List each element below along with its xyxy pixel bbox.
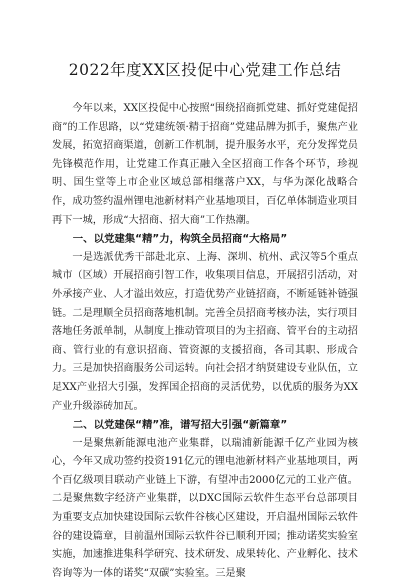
section-1-paragraph: 一是选派优秀干部赴北京、上海、深圳、杭州、武汉等5个重点城市（区域）开展招商引智工作，收集项目信息，开展招引活动，对外承接产业、人才溢出效应，打造优势产业链招商，不断延链补链强链。二是理顺全员招商落地机制。完善全员招商考核办法，实行项目落地任务派单制，从制度上推动管项目的为主招商、管平台的主动招商、管行业的有意识招商、管资源的支援招商，各司其职、形成合力。三是加快招商服务公司运转。向社会招才纳贤建设专业队伍，立足XX产业招大引强，发挥国企招商的灵活优势，以优质的服务为XX产业升级添砖加瓦。 (52, 251, 358, 412)
intro-paragraph: 今年以来，XX区投促中心按照“围绕招商抓党建、抓好党建促招商”的工作思路，以“党建统领·精于招商”党建品牌为抓手，聚焦产业发展，拓宽招商渠道，创新工作机制，提升服务水平，充分发挥党员先锋模范作用，让党建工作真正融入全区招商工作各个环节，珍视明、国生堂等上市企业区域总部相继落户XX，与华为深化战略合作，成功签约温州锂电池新材料产业基地项目，百亿单体制造业项目再下一城，形成“大招商、招大商”工作热潮。 (52, 103, 358, 226)
document-title: 2022年度XX区投促中心党建工作总结 (68, 61, 342, 79)
section-heading-2: 二、以党建保“精”准，谱写招大引强“新篇章” (72, 419, 288, 432)
section-heading-1: 一、以党建集“精”力，构筑全员招商“大格局” (72, 233, 288, 246)
document-body (52, 100, 358, 583)
section-2-paragraph: 一是聚焦新能源电池产业集群，以瑞浦新能源千亿产业园为核心，今年又成功签约投资191亿元的锂电池新材料产业基地项目，两个百亿级项目联动产业链上下游，有望冲击2000亿元的工业产值。二是聚焦数字经济产业集群，以DXC国际云软件生态平台总部项目为重要支点加快建设国际云软件谷核心区建设，开启温州国际云软件谷的建设篇章，目前温州国际云软件谷已顺利开园；推动诺奖实验室实施，加速推进集科学研究、技术研发、成果转化、产业孵化、技术咨询等为一体的诺奖“双碳”实验室。三是聚 (52, 437, 358, 579)
